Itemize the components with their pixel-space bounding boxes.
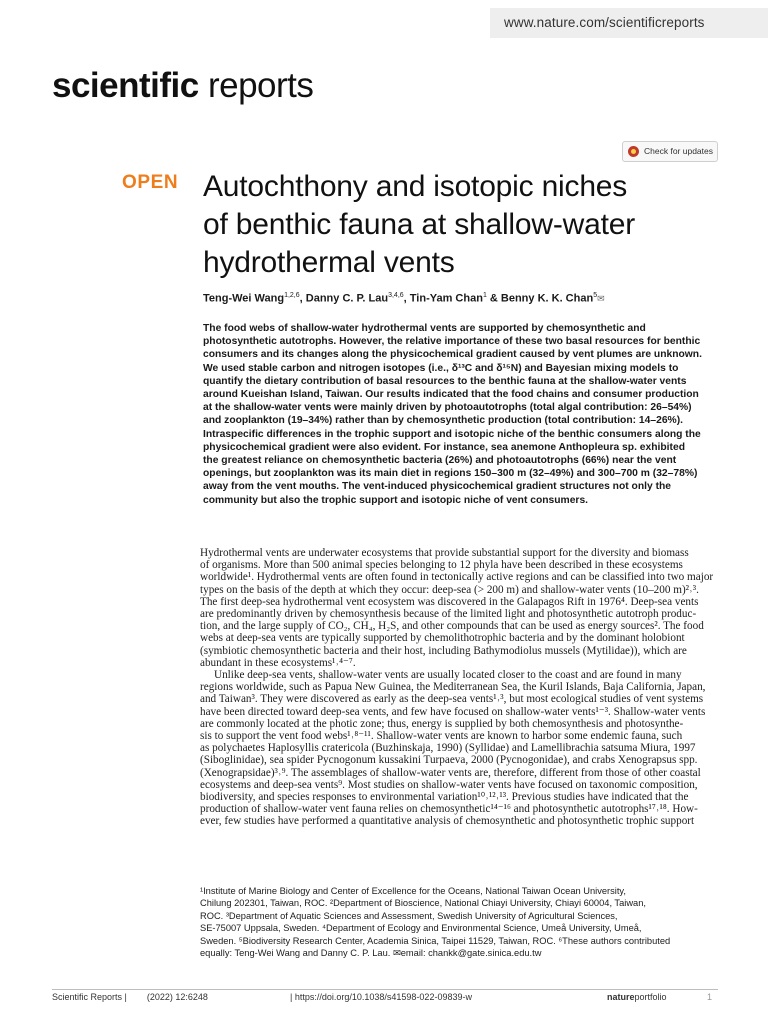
- footer-doi[interactable]: | https://doi.org/10.1038/s41598-022-09839-w: [290, 992, 472, 1002]
- email-icon[interactable]: ✉: [597, 293, 605, 304]
- body-text-line: abundant in these ecosystems¹˒⁴⁻⁷.: [200, 656, 356, 669]
- page-footer: [52, 992, 718, 1006]
- journal-logo: [52, 66, 313, 106]
- abstract-line: We used stable carbon and nitrogen isotopes (i.e., δ¹³C and δ¹⁵N) and Bayesian mixing models to: [203, 362, 679, 374]
- body-text-line: types on the basis of the depth at which they occur: deep-sea (> 200 m) and shallow-water vents (10–200 m)²˒³.: [200, 583, 699, 596]
- author-name[interactable]: & Benny K. K. Chan: [486, 292, 594, 305]
- body-text-line: (Xenograpsidae)³˒⁹. The assemblages of shallow-water vents are, therefore, different from those of other coastal: [200, 766, 701, 779]
- title-line: hydrothermal vents: [203, 246, 455, 279]
- body-text-line: sis to support the vent food webs¹˒⁸⁻¹¹. Shallow-water vents are known to harbor some endemic fauna, such: [200, 730, 683, 743]
- body-text-line: production of shallow-water vent fauna relies on chemosynthetic¹⁴⁻¹⁶ and photosynthetic autotrophs¹⁷˒¹⁸. How-: [200, 803, 698, 816]
- abstract-line: The food webs of shallow-water hydrothermal vents are supported by chemosynthetic and: [203, 323, 646, 334]
- body-text-line: worldwide¹. Hydrothermal vents are often found in tectonically active regions and can be classified into two major: [200, 571, 714, 584]
- body-text-line: Hydrothermal vents are underwater ecosystems that provide substantial support for the diversity and biomass: [200, 547, 689, 559]
- abstract-line: and zooplankton (19–34%) rather than by chemosynthetic production (total contribution: 14–26%).: [203, 415, 684, 427]
- body-text-line: (symbiotic chemosynthetic bacteria and their host, including Bathymodiolus mussels (Mytilidae)), which are: [200, 644, 687, 657]
- body-text-line: ecosystems and deep-sea vents⁹. Most studies on shallow-water vents have focused on taxonomic composition,: [200, 778, 698, 791]
- title-line: Autochthony and isotopic niches: [203, 170, 628, 203]
- footnote-line: Chilung 202301, Taiwan, ROC. ²Department of Bioscience, National Chiayi University, Chiayi 60004, Taiwan,: [200, 898, 646, 909]
- body-text-line: (Siboglinidae), sea spider Pycnogonum kussakini Turpaeva, 2000 (Pycnogonidae), and crabs Xenograpsus spp.: [200, 754, 698, 767]
- author-affiliation: 3,4,6: [388, 292, 404, 299]
- body-text-line: Unlike deep-sea vents, shallow-water vents are usually located closer to the coast and are found in many: [214, 669, 682, 682]
- body-text-line: are predominantly driven by chemosynthesis because of the limited light and photosynthetic autotroph produc-: [200, 608, 697, 621]
- abstract: [203, 322, 718, 507]
- body-text-line: The first deep-sea hydrothermal vent ecosystem was discovered in the Galapagos Rift in 1976⁴. Deep-sea vents: [200, 595, 699, 608]
- open-access-label: OPEN: [122, 172, 179, 193]
- author-name[interactable]: Teng-Wei Wang: [203, 292, 285, 305]
- check-for-updates-label: Check for updates: [644, 146, 713, 156]
- article-title: [203, 168, 723, 282]
- affiliations-footnote: [200, 885, 718, 959]
- body-text-line: tion, and the large supply of CO₂, CH₄, H₂S, and other compounds that can be used as energy sources². The food: [200, 620, 704, 633]
- abstract-line: quantify the dietary contribution of basal resources to the benthic fauna at the shallow-water vents: [203, 375, 687, 387]
- body-text-line: regions worldwide, such as Papua New Guinea, the Mediterranean Sea, the Kuril Islands, Baja California, Japan,: [200, 681, 706, 694]
- abstract-line: at the shallow-water vents were mainly driven by photoautotrophs (total algal contribution: 26–54%): [203, 402, 692, 414]
- author-name[interactable]: , Tin-Yam Chan: [403, 292, 483, 305]
- footnote-line: SE-75007 Uppsala, Sweden. ⁴Department of Ecology and Environmental Science, Umeå University, Umeå,: [200, 923, 642, 934]
- journal-logo-bold: scientific: [52, 66, 199, 105]
- title-line: of benthic fauna at shallow-water: [203, 208, 635, 241]
- publisher-logo: [607, 992, 667, 1002]
- body-text-line: biodiversity, and species responses to environmental variation¹⁰˒¹²˒¹³. Previous studies have indicated that the: [200, 791, 689, 804]
- abstract-line: away from the vent mouths. The vent-induced physicochemical gradient structures not only the: [203, 481, 672, 493]
- page-number: 1: [707, 992, 713, 1002]
- abstract-line: physicochemical gradient were also evident. For instance, sea anemone Anthopleura sp. exhibited: [203, 441, 685, 453]
- body-text-line: webs at deep-sea vents are typically supported by chemolithotrophic bacteria and by the dominant holobiont: [200, 632, 685, 645]
- body-text-line: ever, few studies have performed a quantitative analysis of chemosynthetic and photosynthetic trophic support: [200, 815, 695, 828]
- footer-divider: [52, 989, 718, 990]
- body-text-line: of organisms. More than 500 animal species belonging to 12 phyla have been described in these ecosystems: [200, 559, 683, 572]
- article-body: [200, 547, 720, 828]
- abstract-line: community but also the trophic support and isotopic niche of vent consumers.: [203, 494, 589, 506]
- publisher-logo-bold: nature: [607, 992, 635, 1002]
- author-affiliation: 5: [593, 292, 598, 299]
- author-affiliation: 1,2,6: [284, 292, 300, 299]
- author-affiliation: 1: [482, 292, 487, 299]
- body-text-line: as polychaetes Haplosyllis crateriсola (Buzhinskaja, 1990) (Syllidae) and Lamellibrachia satsuma Miura, 1997: [200, 742, 696, 755]
- footnote-line: Sweden. ⁵Biodiversity Research Center, Academia Sinica, Taipei 11529, Taiwan, ROC. ⁶These authors contributed: [200, 935, 671, 946]
- footnote-line: equally: Teng-Wei Wang and Danny C. P. Lau. ✉email: chankk@gate.sinica.edu.tw: [200, 948, 542, 959]
- body-text-line: have been directed toward deep-sea vents, and few have focused on shallow-water vents¹⁻³. Shallow-water vents: [200, 705, 706, 718]
- journal-logo-regular: reports: [198, 66, 314, 105]
- abstract-line: around Kueishan Island, Taiwan. Our results indicated that the food chains and consumer production: [203, 389, 699, 401]
- abstract-line: openings, but zooplankton was its main diet in regions 150–300 m (32–49%) and 300–700 m (32–78%): [203, 468, 698, 480]
- footer-citation: Scientific Reports | (2022) 12:6248: [52, 992, 208, 1002]
- journal-url[interactable]: www.nature.com/scientificreports: [504, 15, 705, 30]
- crossmark-icon: [628, 146, 639, 157]
- abstract-line: Intraspecific differences in the trophic support and isotopic niche of the benthic consumers along the: [203, 428, 701, 440]
- abstract-line: the greatest reliance on chemosynthetic bacteria (26%) and photoautotrophs (66%) near the vent: [203, 455, 677, 467]
- body-text-line: are commonly located at the photic zone; thus, energy is supplied by both chemosynthesis and photosynthe-: [200, 717, 684, 730]
- author-list: [203, 292, 605, 305]
- body-text-line: and Taiwan³. They were discovered as early as the deep-sea vents¹˒³, but most ecological studies of vent systems: [200, 693, 704, 706]
- journal-url-bar: [0, 8, 768, 38]
- publisher-logo-regular: portfolio: [634, 992, 667, 1002]
- footnote-line: ¹Institute of Marine Biology and Center of Excellence for the Oceans, National Taiwan Ocean University,: [200, 886, 626, 896]
- abstract-line: photosynthetic autotrophs. However, the relative importance of these two basal resources for benthic: [203, 336, 701, 348]
- check-for-updates-button[interactable]: [622, 141, 718, 162]
- footnote-line: ROC. ³Department of Aquatic Sciences and Assessment, Swedish University of Agricultural Sciences,: [200, 910, 618, 921]
- abstract-line: consumers and its changes along the physicochemical gradient caused by vent plumes are unknown.: [203, 349, 702, 361]
- author-name[interactable]: , Danny C. P. Lau: [299, 292, 389, 305]
